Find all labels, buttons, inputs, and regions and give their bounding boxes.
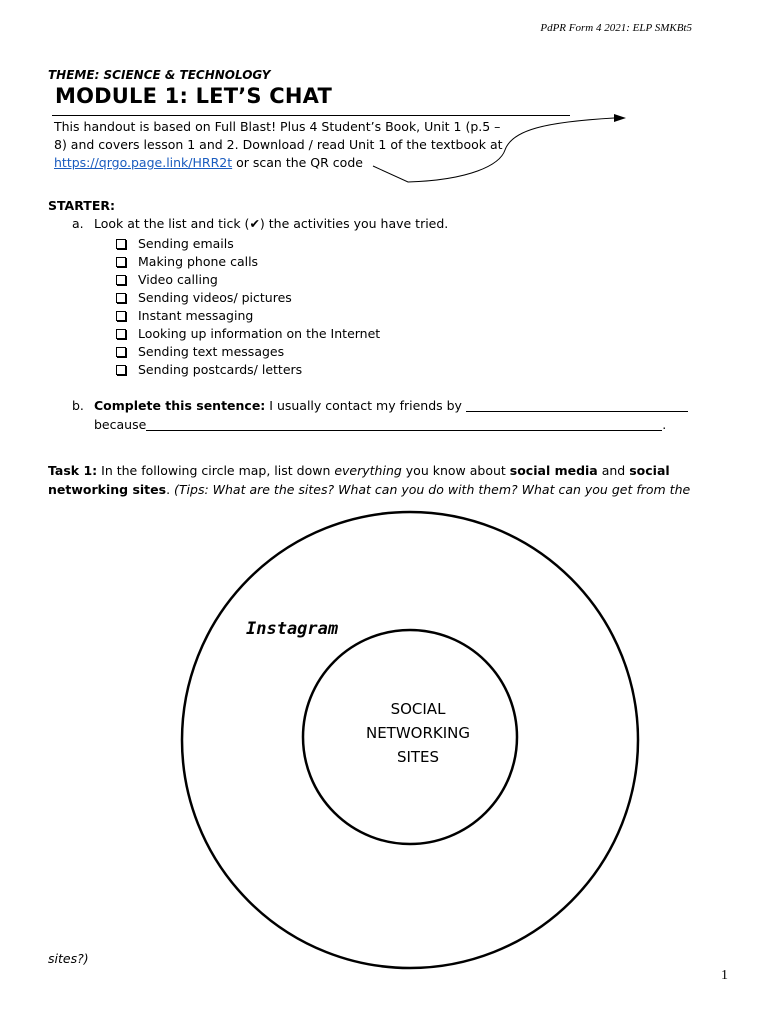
question-a-letter: a. xyxy=(72,216,84,231)
task-1-text: you know about xyxy=(401,463,510,478)
question-a-text-after: ) the activities you have tried. xyxy=(259,216,449,231)
task-1-tips: (Tips: What are the sites? What can you do with them? What can you get from the xyxy=(174,482,691,497)
intro-line-1: This handout is based on Full Blast! Plus 4 Student’s Book, Unit 1 (p.5 – xyxy=(54,119,501,134)
activity-label: Making phone calls xyxy=(138,254,259,269)
starter-heading: STARTER: xyxy=(48,198,115,213)
center-label-line-2: NETWORKING xyxy=(365,724,471,742)
activity-label: Sending videos/ pictures xyxy=(138,290,292,305)
intro-line-2: 8) and covers lesson 1 and 2. Download / read Unit 1 of the textbook at xyxy=(54,137,503,152)
center-label-line-3: SITES xyxy=(396,748,440,766)
page-title: MODULE 1: LET’S CHAT xyxy=(55,84,332,108)
activity-label: Sending text messages xyxy=(138,344,285,359)
center-label-line-1: SOCIAL xyxy=(390,700,446,718)
question-a-text-before: Look at the list and tick ( xyxy=(94,216,250,231)
task-1-text: . xyxy=(166,482,175,497)
task-1-tips-tail: sites?) xyxy=(48,951,89,966)
activity-label: Sending postcards/ letters xyxy=(138,362,303,377)
task-1-text: and xyxy=(597,463,630,478)
question-b-letter: b. xyxy=(72,398,84,413)
activity-label: Sending emails xyxy=(138,236,234,251)
intro-after-link: or scan the QR code xyxy=(232,155,363,170)
sentence-end: . xyxy=(662,417,667,432)
task-1-bold-sites: social networking sites xyxy=(48,463,670,497)
activity-label: Looking up information on the Internet xyxy=(138,326,381,341)
because-label: because xyxy=(94,417,147,432)
textbook-link[interactable]: https://qrgo.page.link/HRR2t xyxy=(54,155,233,170)
handwritten-instagram: Instagram xyxy=(246,619,339,639)
theme-label: THEME: SCIENCE & TECHNOLOGY xyxy=(48,68,271,82)
task-1-bold-social-media: social media xyxy=(509,463,598,478)
tick-icon: ✔ xyxy=(249,216,260,231)
question-b-bold: Complete this sentence: xyxy=(94,398,266,413)
task-1-emphasis: everything xyxy=(334,463,402,478)
question-b-text: I usually contact my friends by xyxy=(265,398,466,413)
page-number: 1 xyxy=(721,968,728,983)
header-reference: PdPR Form 4 2021: ELP SMKBt5 xyxy=(540,22,692,34)
task-1-text: In the following circle map, list down xyxy=(97,463,335,478)
task-1-label: Task 1: xyxy=(48,463,98,478)
activity-label: Video calling xyxy=(138,272,218,287)
activity-label: Instant messaging xyxy=(138,308,254,323)
